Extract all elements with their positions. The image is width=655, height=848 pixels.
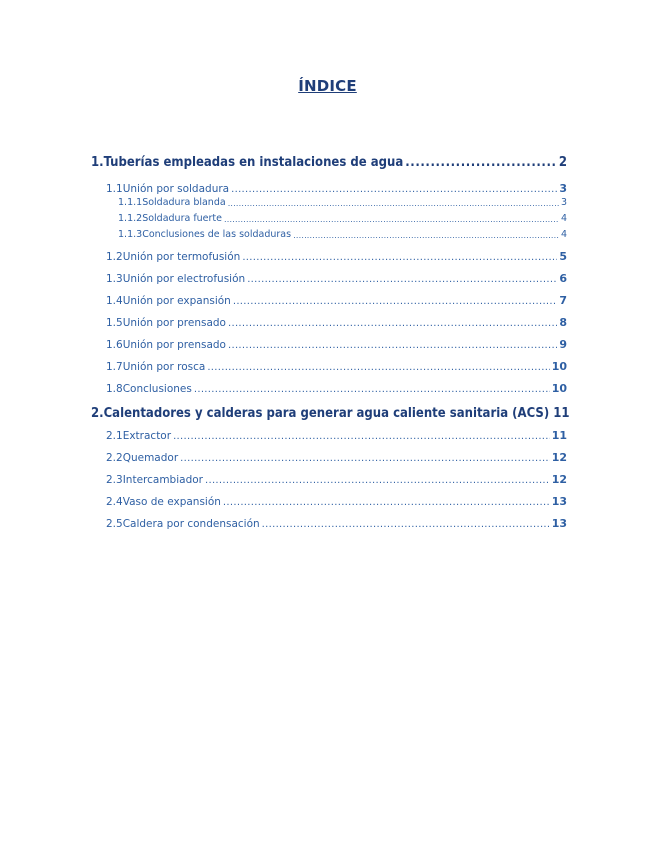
- toc-dot-leader: [242, 252, 557, 263]
- toc-entry-page[interactable]: 4: [560, 213, 567, 224]
- toc-dot-leader: [180, 453, 550, 464]
- toc-dot-leader: [247, 274, 557, 285]
- toc-entry[interactable]: [91, 152, 567, 170]
- toc-entry-number: 1.1.2: [118, 213, 143, 224]
- toc-entry[interactable]: [106, 292, 567, 307]
- toc-entry[interactable]: [106, 515, 567, 530]
- toc-entry[interactable]: [118, 195, 567, 208]
- toc-dot-leader: [205, 475, 550, 486]
- toc-entry-number: 1.6: [106, 339, 123, 351]
- toc-entry-number: 1.3: [106, 273, 123, 285]
- toc-entry-page[interactable]: 4: [560, 229, 567, 240]
- toc-entry-label[interactable]: Tuberías empleadas en instalaciones de agua: [103, 155, 404, 170]
- toc-entry[interactable]: [106, 380, 567, 395]
- toc-entry-number: 1.7: [106, 361, 123, 373]
- toc-entry[interactable]: [106, 493, 567, 508]
- toc-entry[interactable]: [106, 427, 567, 442]
- toc-entry-number: 1.: [91, 155, 104, 170]
- toc-entry[interactable]: [106, 180, 567, 195]
- toc-entry-label[interactable]: Unión por termofusión: [122, 251, 241, 263]
- toc-dot-leader: [228, 318, 557, 329]
- toc-entry-label[interactable]: Unión por prensado: [122, 339, 226, 351]
- toc-entry-number: 1.1.3: [118, 229, 143, 240]
- toc-entry-label[interactable]: Unión por prensado: [122, 317, 226, 329]
- toc-entry-page[interactable]: 10: [551, 382, 567, 395]
- toc-dot-leader: [405, 155, 557, 170]
- toc-entry[interactable]: [106, 248, 567, 263]
- toc-entry-page[interactable]: 5: [559, 250, 567, 263]
- toc-entry[interactable]: [106, 358, 567, 373]
- toc-entry-page[interactable]: 2: [558, 155, 567, 170]
- toc-entry[interactable]: [91, 403, 570, 421]
- toc-dot-leader: [231, 184, 557, 195]
- toc-dot-leader: [173, 431, 550, 442]
- toc-entry[interactable]: [106, 336, 567, 351]
- toc-entry-page[interactable]: 3: [560, 197, 567, 208]
- toc-entry-number: 1.2: [106, 251, 123, 263]
- toc-entry-page[interactable]: 11: [553, 406, 570, 421]
- toc-entry-number: 1.1.1: [118, 197, 143, 208]
- toc-entry-label[interactable]: Quemador: [122, 452, 179, 464]
- toc-dot-leader: [207, 362, 549, 373]
- toc-entry-number: 1.4: [106, 295, 123, 307]
- toc-entry-page[interactable]: 9: [559, 338, 567, 351]
- toc-dot-leader: [224, 215, 559, 224]
- toc-dot-leader: [228, 199, 559, 208]
- toc-entry-page[interactable]: 11: [551, 429, 567, 442]
- toc-entry[interactable]: [106, 471, 567, 486]
- toc-dot-leader: [262, 519, 550, 530]
- toc-entry-page[interactable]: 12: [551, 451, 567, 464]
- toc-entry-label[interactable]: Soldadura blanda: [142, 197, 226, 208]
- toc-entry[interactable]: [106, 449, 567, 464]
- toc-entry-page[interactable]: 13: [551, 517, 567, 530]
- toc-entry-number: 2.2: [106, 452, 123, 464]
- toc-entry-page[interactable]: 10: [551, 360, 567, 373]
- toc-entry-label[interactable]: Extractor: [122, 430, 172, 442]
- toc-entry-label[interactable]: Intercambiador: [122, 474, 203, 486]
- toc-entry[interactable]: [106, 314, 567, 329]
- toc-entry-label[interactable]: Conclusiones: [122, 383, 192, 395]
- toc-entry-label[interactable]: Soldadura fuerte: [142, 213, 223, 224]
- toc-entry-number: 1.8: [106, 383, 123, 395]
- toc-entry-label[interactable]: Vaso de expansión: [122, 496, 221, 508]
- toc-dot-leader: [228, 340, 557, 351]
- toc-entry-number: 2.1: [106, 430, 123, 442]
- toc-entry-page[interactable]: 6: [559, 272, 567, 285]
- toc-entry[interactable]: [118, 227, 567, 240]
- toc-entry-number: 1.5: [106, 317, 123, 329]
- toc-entry-label[interactable]: Unión por electrofusión: [122, 273, 246, 285]
- toc-dot-leader: [233, 296, 558, 307]
- toc-entry-label[interactable]: Unión por rosca: [122, 361, 206, 373]
- toc-dot-leader: [293, 231, 559, 240]
- toc-entry-label[interactable]: Calentadores y calderas para generar agua caliente sanitaria (ACS): [103, 406, 550, 421]
- toc-entry[interactable]: [106, 270, 567, 285]
- toc-entry-number: 2.4: [106, 496, 123, 508]
- toc-entry[interactable]: [118, 211, 567, 224]
- toc-entry-number: 2.: [91, 406, 104, 421]
- toc-entry-page[interactable]: 8: [559, 316, 567, 329]
- toc-entry-label[interactable]: Unión por expansión: [122, 295, 231, 307]
- toc-entry-number: 2.3: [106, 474, 123, 486]
- toc-entry-label[interactable]: Unión por soldadura: [122, 183, 230, 195]
- toc-entry-page[interactable]: 7: [559, 294, 567, 307]
- toc-entry-page[interactable]: 3: [559, 182, 567, 195]
- toc-dot-leader: [194, 384, 550, 395]
- page-title: ÍNDICE: [298, 77, 357, 95]
- toc-entry-number: 1.1: [106, 183, 123, 195]
- toc-entry-page[interactable]: 13: [551, 495, 567, 508]
- toc-entry-label[interactable]: Conclusiones de las soldaduras: [142, 229, 292, 240]
- toc-entry-label[interactable]: Caldera por condensación: [122, 518, 260, 530]
- toc-dot-leader: [223, 497, 550, 508]
- toc-entry-number: 2.5: [106, 518, 123, 530]
- toc-entry-page[interactable]: 12: [551, 473, 567, 486]
